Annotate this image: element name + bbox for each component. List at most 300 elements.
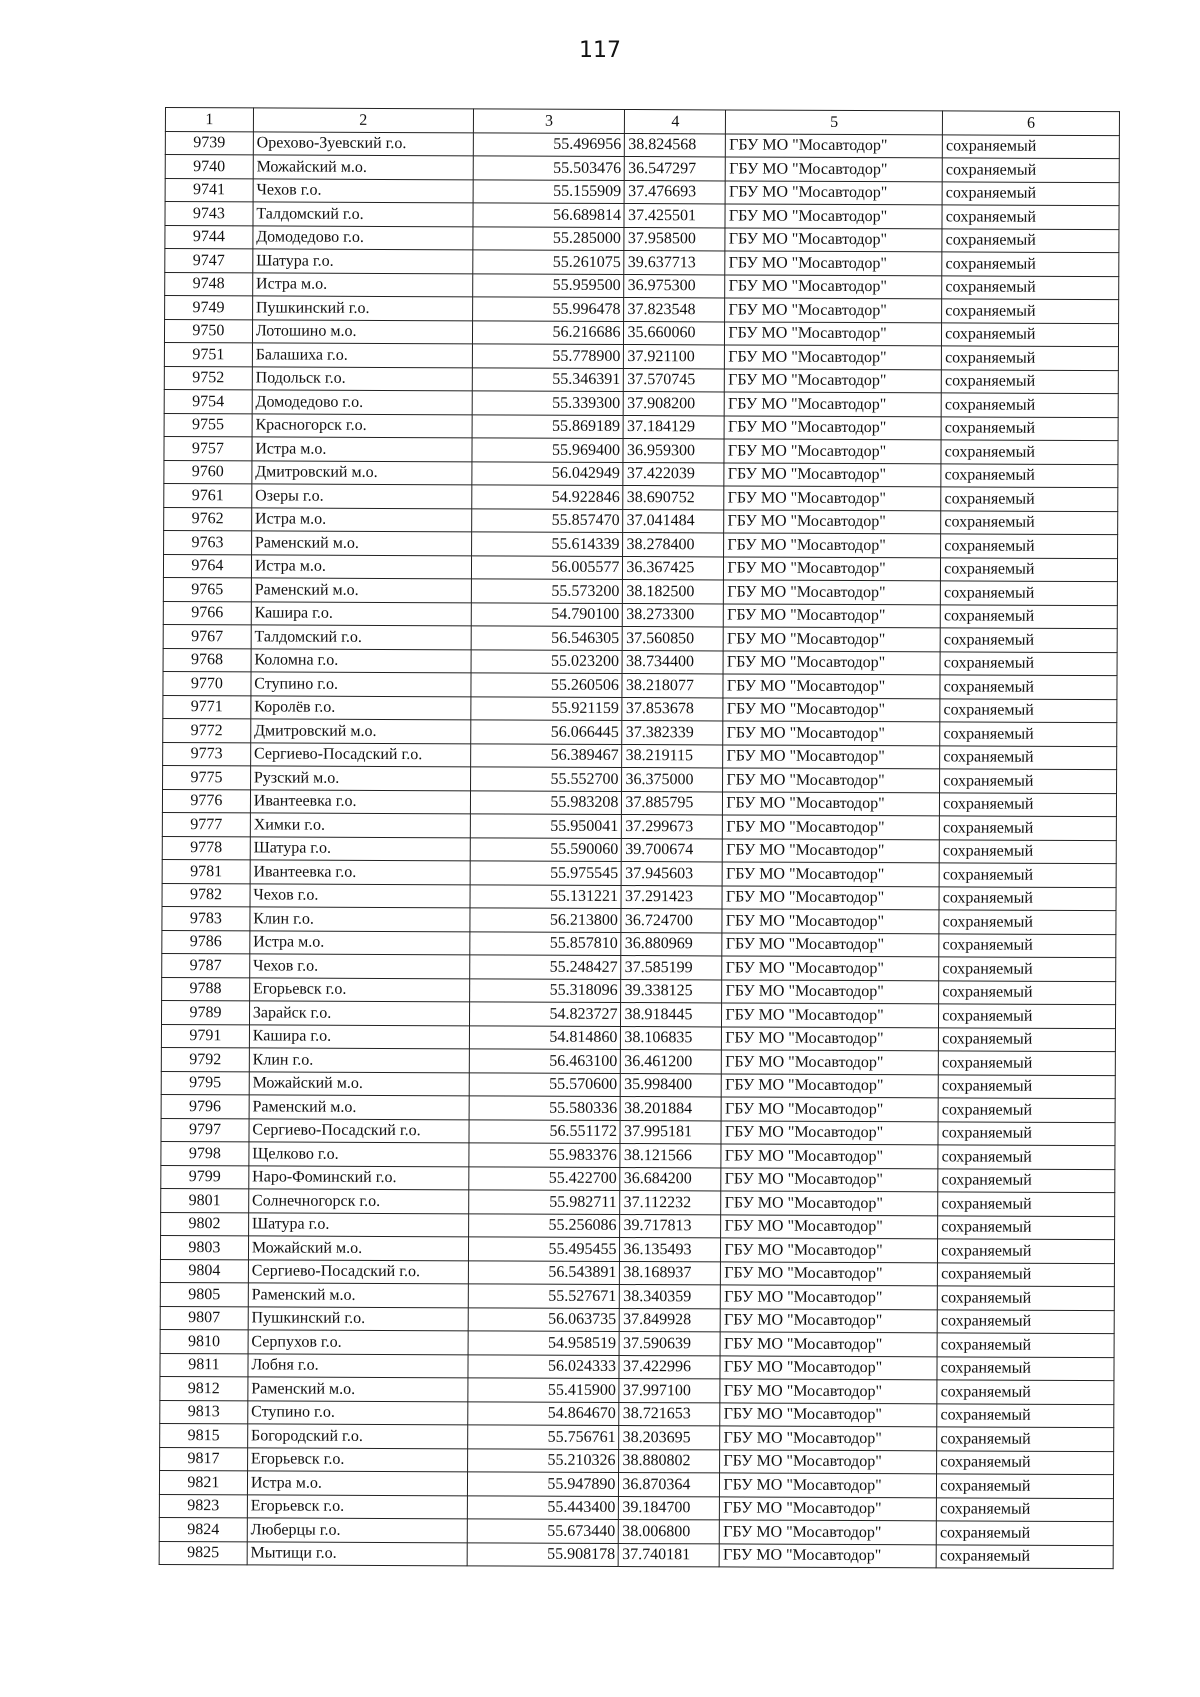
cell-status: сохраняемый — [939, 839, 1116, 863]
cell-latitude: 55.869189 — [472, 414, 624, 438]
cell-number: 9821 — [159, 1470, 247, 1494]
cell-longitude: 38.824568 — [625, 133, 726, 157]
cell-organization: ГБУ МО "Мосавтодор" — [720, 1379, 937, 1403]
cell-latitude: 55.415900 — [468, 1378, 620, 1402]
cell-longitude: 38.121566 — [620, 1143, 721, 1167]
cell-longitude: 37.422996 — [619, 1355, 720, 1379]
cell-status: сохраняемый — [941, 463, 1118, 487]
cell-district: Чехов г.о. — [250, 954, 470, 978]
cell-status: сохраняемый — [939, 1027, 1116, 1051]
cell-latitude: 55.921159 — [471, 696, 623, 720]
cell-district: Красногорск г.о. — [252, 413, 472, 437]
cell-longitude: 38.218077 — [622, 674, 723, 698]
cell-number: 9764 — [163, 554, 251, 578]
cell-district: Ступино г.о. — [248, 1400, 468, 1424]
cell-latitude: 55.503476 — [473, 156, 625, 180]
cell-organization: ГБУ МО "Мосавтодор" — [724, 603, 941, 627]
registry-table — [159, 107, 1120, 1569]
cell-organization: ГБУ МО "Мосавтодор" — [721, 1191, 938, 1215]
cell-status: сохраняемый — [938, 1262, 1115, 1286]
cell-status: сохраняемый — [941, 369, 1118, 393]
cell-organization: ГБУ МО "Мосавтодор" — [724, 509, 941, 533]
cell-longitude: 37.184129 — [624, 415, 725, 439]
cell-number: 9812 — [160, 1376, 248, 1400]
cell-number: 9761 — [164, 483, 252, 507]
cell-latitude: 55.756761 — [467, 1425, 619, 1449]
cell-status: сохраняемый — [939, 957, 1116, 981]
cell-status: сохраняемый — [938, 1121, 1115, 1145]
cell-district: Раменский м.о. — [249, 1095, 469, 1119]
cell-organization: ГБУ МО "Мосавтодор" — [720, 1520, 937, 1544]
cell-latitude: 55.996478 — [472, 297, 624, 321]
cell-status: сохраняемый — [938, 1215, 1115, 1239]
cell-organization: ГБУ МО "Мосавтодор" — [721, 1097, 938, 1121]
cell-longitude: 36.367425 — [623, 556, 724, 580]
cell-status: сохраняемый — [937, 1333, 1114, 1357]
cell-latitude: 55.210326 — [467, 1448, 619, 1472]
cell-organization: ГБУ МО "Мосавтодор" — [725, 392, 942, 416]
cell-district: Дмитровский м.о. — [251, 719, 471, 743]
cell-latitude: 55.580336 — [469, 1096, 621, 1120]
cell-status: сохраняемый — [942, 346, 1119, 370]
cell-status: сохраняемый — [941, 393, 1118, 417]
cell-organization: ГБУ МО "Мосавтодор" — [721, 1144, 938, 1168]
cell-district: Домодедово г.о. — [252, 390, 472, 414]
cell-organization: ГБУ МО "Мосавтодор" — [720, 1426, 937, 1450]
cell-organization: ГБУ МО "Мосавтодор" — [725, 204, 942, 228]
cell-organization: ГБУ МО "Мосавтодор" — [723, 815, 940, 839]
cell-district: Пушкинский г.о. — [248, 1306, 468, 1330]
cell-longitude: 35.660060 — [624, 321, 725, 345]
cell-latitude: 55.248427 — [469, 955, 621, 979]
cell-organization: ГБУ МО "Мосавтодор" — [720, 1496, 937, 1520]
cell-status: сохраняемый — [940, 651, 1117, 675]
cell-longitude: 36.959300 — [623, 439, 724, 463]
column-header-4: 4 — [625, 110, 726, 134]
cell-organization: ГБУ МО "Мосавтодор" — [723, 838, 940, 862]
cell-number: 9783 — [162, 906, 250, 930]
cell-number: 9744 — [165, 225, 253, 249]
cell-organization: ГБУ МО "Мосавтодор" — [722, 885, 939, 909]
cell-number: 9811 — [160, 1353, 248, 1377]
cell-status: сохраняемый — [940, 604, 1117, 628]
column-header-1: 1 — [165, 108, 253, 132]
cell-district: Шатура г.о. — [250, 836, 470, 860]
cell-longitude: 38.273300 — [623, 603, 724, 627]
cell-latitude: 54.823727 — [469, 1002, 621, 1026]
cell-longitude: 39.338125 — [621, 979, 722, 1003]
cell-status: сохраняемый — [937, 1474, 1114, 1498]
cell-latitude: 55.495455 — [468, 1237, 620, 1261]
cell-number: 9772 — [163, 718, 251, 742]
cell-status: сохраняемый — [941, 487, 1118, 511]
cell-status: сохраняемый — [940, 745, 1117, 769]
cell-latitude: 55.778900 — [472, 344, 624, 368]
cell-longitude: 37.585199 — [621, 955, 722, 979]
cell-status: сохраняемый — [938, 1168, 1115, 1192]
cell-number: 9750 — [164, 319, 252, 343]
cell-number: 9804 — [160, 1259, 248, 1283]
cell-number: 9754 — [164, 389, 252, 413]
cell-organization: ГБУ МО "Мосавтодор" — [724, 486, 941, 510]
cell-latitude: 56.063735 — [468, 1307, 620, 1331]
cell-district: Рузский м.о. — [250, 766, 470, 790]
cell-latitude: 54.922846 — [471, 485, 623, 509]
cell-status: сохраняемый — [939, 910, 1116, 934]
cell-longitude: 37.921100 — [624, 345, 725, 369]
cell-status: сохраняемый — [936, 1521, 1113, 1545]
cell-latitude: 55.573200 — [471, 579, 623, 603]
cell-number: 9751 — [164, 342, 252, 366]
cell-number: 9757 — [164, 436, 252, 460]
cell-longitude: 37.958500 — [624, 227, 725, 251]
cell-organization: ГБУ МО "Мосавтодор" — [721, 1120, 938, 1144]
cell-latitude: 55.527671 — [468, 1284, 620, 1308]
cell-status: сохраняемый — [937, 1356, 1114, 1380]
cell-status: сохраняемый — [939, 863, 1116, 887]
cell-organization: ГБУ МО "Мосавтодор" — [723, 650, 940, 674]
cell-status: сохраняемый — [939, 933, 1116, 957]
cell-longitude: 37.853678 — [622, 697, 723, 721]
cell-latitude: 55.256086 — [468, 1213, 620, 1237]
cell-status: сохраняемый — [938, 1145, 1115, 1169]
cell-longitude: 38.201884 — [621, 1096, 722, 1120]
cell-number: 9813 — [160, 1400, 248, 1424]
cell-district: Солнечногорск г.о. — [249, 1189, 469, 1213]
cell-longitude: 36.684200 — [620, 1167, 721, 1191]
cell-number: 9749 — [165, 296, 253, 320]
cell-district: Лобня г.о. — [248, 1353, 468, 1377]
cell-district: Шатура г.о. — [248, 1212, 468, 1236]
cell-district: Подольск г.о. — [252, 366, 472, 390]
cell-district: Мытищи г.о. — [247, 1541, 467, 1565]
cell-organization: ГБУ МО "Мосавтодор" — [721, 1214, 938, 1238]
cell-district: Можайский м.о. — [249, 1071, 469, 1095]
cell-status: сохраняемый — [941, 416, 1118, 440]
cell-status: сохраняемый — [937, 1380, 1114, 1404]
cell-organization: ГБУ МО "Мосавтодор" — [721, 1238, 938, 1262]
cell-status: сохраняемый — [941, 510, 1118, 534]
cell-number: 9743 — [165, 202, 253, 226]
cell-status: сохраняемый — [940, 698, 1117, 722]
cell-status: сохраняемый — [942, 275, 1119, 299]
cell-organization: ГБУ МО "Мосавтодор" — [725, 274, 942, 298]
cell-longitude: 38.918445 — [621, 1002, 722, 1026]
cell-number: 9752 — [164, 366, 252, 390]
cell-latitude: 54.864670 — [467, 1401, 619, 1425]
cell-status: сохраняемый — [937, 1427, 1114, 1451]
cell-latitude: 56.389467 — [470, 743, 622, 767]
cell-district: Химки г.о. — [250, 813, 470, 837]
cell-number: 9798 — [161, 1141, 249, 1165]
cell-number: 9762 — [164, 507, 252, 531]
cell-organization: ГБУ МО "Мосавтодор" — [725, 368, 942, 392]
cell-number: 9803 — [160, 1235, 248, 1259]
cell-latitude: 55.422700 — [468, 1166, 620, 1190]
cell-longitude: 37.997100 — [619, 1378, 720, 1402]
cell-number: 9799 — [161, 1165, 249, 1189]
cell-longitude: 38.168937 — [620, 1261, 721, 1285]
cell-organization: ГБУ МО "Мосавтодор" — [722, 909, 939, 933]
cell-status: сохраняемый — [942, 134, 1119, 158]
cell-longitude: 37.885795 — [622, 791, 723, 815]
cell-district: Орехово-Зуевский г.о. — [253, 131, 473, 155]
cell-latitude: 55.261075 — [472, 250, 624, 274]
cell-longitude: 37.291423 — [621, 885, 722, 909]
cell-district: Истра м.о. — [247, 1471, 467, 1495]
cell-district: Раменский м.о. — [251, 578, 471, 602]
cell-district: Сергиево-Посадский г.о. — [248, 1259, 468, 1283]
cell-latitude: 55.590060 — [470, 837, 622, 861]
column-header-2: 2 — [253, 108, 473, 132]
cell-organization: ГБУ МО "Мосавтодор" — [726, 157, 943, 181]
cell-latitude: 55.318096 — [469, 978, 621, 1002]
cell-organization: ГБУ МО "Мосавтодор" — [723, 627, 940, 651]
cell-status: сохраняемый — [942, 322, 1119, 346]
cell-organization: ГБУ МО "Мосавтодор" — [723, 721, 940, 745]
cell-longitude: 37.823548 — [624, 298, 725, 322]
cell-district: Лотошино м.о. — [252, 319, 472, 343]
cell-status: сохраняемый — [937, 1309, 1114, 1333]
cell-latitude: 55.950041 — [470, 814, 622, 838]
cell-district: Коломна г.о. — [251, 648, 471, 672]
cell-longitude: 38.278400 — [623, 533, 724, 557]
cell-status: сохраняемый — [939, 886, 1116, 910]
cell-number: 9791 — [161, 1024, 249, 1048]
cell-longitude: 39.717813 — [620, 1214, 721, 1238]
cell-longitude: 36.547297 — [625, 157, 726, 181]
cell-longitude: 39.184700 — [619, 1496, 720, 1520]
cell-status: сохраняемый — [940, 792, 1117, 816]
cell-district: Клин г.о. — [250, 907, 470, 931]
cell-district: Наро-Фоминский г.о. — [249, 1165, 469, 1189]
cell-longitude: 37.995181 — [620, 1120, 721, 1144]
cell-latitude: 56.005577 — [471, 555, 623, 579]
cell-latitude: 56.066445 — [470, 720, 622, 744]
cell-longitude: 37.945603 — [622, 861, 723, 885]
cell-district: Озеры г.о. — [252, 484, 472, 508]
cell-latitude: 55.975545 — [470, 861, 622, 885]
cell-number: 9741 — [165, 178, 253, 202]
cell-district: Дмитровский м.о. — [252, 460, 472, 484]
cell-organization: ГБУ МО "Мосавтодор" — [720, 1402, 937, 1426]
cell-district: Серпухов г.о. — [248, 1330, 468, 1354]
cell-latitude: 55.496956 — [473, 132, 625, 156]
column-header-6: 6 — [943, 111, 1120, 135]
cell-latitude: 56.689814 — [473, 203, 625, 227]
cell-number: 9788 — [162, 977, 250, 1001]
cell-longitude: 39.700674 — [622, 838, 723, 862]
cell-latitude: 56.551172 — [469, 1119, 621, 1143]
table-row — [159, 1541, 1113, 1569]
cell-latitude: 55.155909 — [473, 179, 625, 203]
cell-district: Домодедово г.о. — [253, 225, 473, 249]
cell-longitude: 36.724700 — [621, 908, 722, 932]
cell-number: 9817 — [160, 1447, 248, 1471]
cell-organization: ГБУ МО "Мосавтодор" — [723, 697, 940, 721]
cell-latitude: 55.023200 — [471, 649, 623, 673]
cell-longitude: 37.299673 — [622, 815, 723, 839]
cell-status: сохраняемый — [937, 1450, 1114, 1474]
cell-longitude: 35.998400 — [621, 1073, 722, 1097]
cell-number: 9739 — [165, 131, 253, 155]
cell-status: сохраняемый — [938, 1192, 1115, 1216]
cell-latitude: 55.339300 — [472, 391, 624, 415]
cell-district: Талдомский г.о. — [251, 625, 471, 649]
cell-latitude: 55.947890 — [467, 1472, 619, 1496]
cell-organization: ГБУ МО "Мосавтодор" — [721, 1285, 938, 1309]
cell-organization: ГБУ МО "Мосавтодор" — [722, 862, 939, 886]
cell-number: 9787 — [162, 953, 250, 977]
cell-latitude: 55.443400 — [467, 1495, 619, 1519]
cell-number: 9765 — [163, 577, 251, 601]
column-header-5: 5 — [726, 110, 943, 134]
cell-district: Истра м.о. — [251, 507, 471, 531]
cell-longitude: 37.041484 — [623, 509, 724, 533]
cell-longitude: 36.135493 — [620, 1237, 721, 1261]
cell-district: Раменский м.о. — [248, 1377, 468, 1401]
cell-organization: ГБУ МО "Мосавтодор" — [720, 1355, 937, 1379]
cell-organization: ГБУ МО "Мосавтодор" — [724, 439, 941, 463]
cell-organization: ГБУ МО "Мосавтодор" — [722, 932, 939, 956]
cell-district: Чехов г.о. — [250, 883, 470, 907]
cell-district: Егорьевск г.о. — [247, 1447, 467, 1471]
cell-number: 9801 — [161, 1188, 249, 1212]
cell-organization: ГБУ МО "Мосавтодор" — [720, 1332, 937, 1356]
cell-district: Кашира г.о. — [249, 1024, 469, 1048]
cell-number: 9810 — [160, 1329, 248, 1353]
cell-longitude: 38.219115 — [622, 744, 723, 768]
cell-longitude: 37.560850 — [623, 627, 724, 651]
cell-longitude: 38.734400 — [622, 650, 723, 674]
cell-district: Пушкинский г.о. — [252, 296, 472, 320]
cell-number: 9781 — [162, 859, 250, 883]
cell-status: сохраняемый — [941, 440, 1118, 464]
cell-status: сохраняемый — [942, 299, 1119, 323]
cell-organization: ГБУ МО "Мосавтодор" — [720, 1449, 937, 1473]
cell-district: Ивантеевка г.о. — [250, 789, 470, 813]
cell-longitude: 37.422039 — [623, 462, 724, 486]
cell-status: сохраняемый — [937, 1403, 1114, 1427]
cell-longitude: 37.849928 — [620, 1308, 721, 1332]
cell-district: Ступино г.о. — [251, 672, 471, 696]
cell-organization: ГБУ МО "Мосавтодор" — [721, 1308, 938, 1332]
cell-number: 9763 — [164, 530, 252, 554]
table-body — [159, 131, 1119, 1569]
cell-organization: ГБУ МО "Мосавтодор" — [726, 133, 943, 157]
cell-latitude: 56.463100 — [469, 1049, 621, 1073]
cell-longitude: 38.690752 — [623, 486, 724, 510]
cell-longitude: 36.461200 — [621, 1049, 722, 1073]
cell-longitude: 36.375000 — [622, 768, 723, 792]
cell-latitude: 55.570600 — [469, 1072, 621, 1096]
cell-number: 9825 — [159, 1541, 247, 1565]
cell-number: 9802 — [161, 1212, 249, 1236]
cell-status: сохраняемый — [942, 252, 1119, 276]
cell-organization: ГБУ МО "Мосавтодор" — [722, 1050, 939, 1074]
cell-status: сохраняемый — [940, 675, 1117, 699]
cell-number: 9770 — [163, 671, 251, 695]
cell-organization: ГБУ МО "Мосавтодор" — [725, 180, 942, 204]
cell-number: 9775 — [163, 765, 251, 789]
cell-district: Сергиево-Посадский г.о. — [249, 1118, 469, 1142]
cell-number: 9782 — [162, 883, 250, 907]
cell-longitude: 36.975300 — [624, 274, 725, 298]
cell-number: 9823 — [159, 1494, 247, 1518]
cell-status: сохраняемый — [942, 158, 1119, 182]
cell-district: Богородский г.о. — [247, 1424, 467, 1448]
cell-number: 9760 — [164, 460, 252, 484]
cell-number: 9795 — [161, 1071, 249, 1095]
cell-latitude: 56.213800 — [470, 908, 622, 932]
cell-status: сохраняемый — [940, 722, 1117, 746]
cell-latitude: 55.857810 — [470, 931, 622, 955]
cell-district: Истра м.о. — [253, 272, 473, 296]
cell-organization: ГБУ МО "Мосавтодор" — [723, 768, 940, 792]
cell-organization: ГБУ МО "Мосавтодор" — [722, 956, 939, 980]
cell-longitude: 39.637713 — [624, 251, 725, 275]
cell-organization: ГБУ МО "Мосавтодор" — [721, 1167, 938, 1191]
cell-status: сохраняемый — [937, 1497, 1114, 1521]
cell-latitude: 55.983376 — [469, 1143, 621, 1167]
cell-organization: ГБУ МО "Мосавтодор" — [725, 321, 942, 345]
cell-district: Кашира г.о. — [251, 601, 471, 625]
cell-longitude: 38.203695 — [619, 1425, 720, 1449]
cell-latitude: 55.260506 — [471, 673, 623, 697]
cell-longitude: 38.106835 — [621, 1026, 722, 1050]
cell-longitude: 38.182500 — [623, 580, 724, 604]
cell-status: сохраняемый — [938, 1098, 1115, 1122]
cell-district: Егорьевск г.о. — [249, 977, 469, 1001]
cell-longitude: 36.870364 — [619, 1472, 720, 1496]
cell-organization: ГБУ МО "Мосавтодор" — [724, 580, 941, 604]
cell-number: 9805 — [160, 1282, 248, 1306]
cell-organization: ГБУ МО "Мосавтодор" — [725, 251, 942, 275]
cell-latitude: 55.857470 — [471, 508, 623, 532]
cell-number: 9792 — [161, 1047, 249, 1071]
cell-organization: ГБУ МО "Мосавтодор" — [725, 298, 942, 322]
cell-latitude: 55.552700 — [470, 767, 622, 791]
cell-district: Ивантеевка г.о. — [250, 860, 470, 884]
cell-status: сохраняемый — [938, 1074, 1115, 1098]
cell-number: 9748 — [165, 272, 253, 296]
cell-longitude: 37.740181 — [619, 1543, 720, 1567]
cell-number: 9815 — [160, 1423, 248, 1447]
cell-latitude: 56.216686 — [472, 320, 624, 344]
cell-latitude: 56.546305 — [471, 626, 623, 650]
cell-organization: ГБУ МО "Мосавтодор" — [722, 979, 939, 1003]
cell-latitude: 55.346391 — [472, 367, 624, 391]
cell-organization: ГБУ МО "Мосавтодор" — [723, 791, 940, 815]
cell-longitude: 37.590639 — [620, 1331, 721, 1355]
cell-latitude: 54.958519 — [468, 1331, 620, 1355]
cell-number: 9776 — [162, 789, 250, 813]
cell-longitude: 37.382339 — [622, 721, 723, 745]
cell-status: сохраняемый — [936, 1544, 1113, 1568]
column-header-3: 3 — [473, 109, 625, 133]
cell-status: сохраняемый — [940, 628, 1117, 652]
cell-organization: ГБУ МО "Мосавтодор" — [725, 227, 942, 251]
cell-status: сохраняемый — [938, 1051, 1115, 1075]
cell-organization: ГБУ МО "Мосавтодор" — [723, 674, 940, 698]
cell-organization: ГБУ МО "Мосавтодор" — [724, 556, 941, 580]
cell-organization: ГБУ МО "Мосавтодор" — [722, 1073, 939, 1097]
cell-latitude: 55.614339 — [471, 532, 623, 556]
cell-number: 9807 — [160, 1306, 248, 1330]
cell-status: сохраняемый — [939, 816, 1116, 840]
cell-number: 9771 — [163, 695, 251, 719]
cell-organization: ГБУ МО "Мосавтодор" — [722, 1026, 939, 1050]
